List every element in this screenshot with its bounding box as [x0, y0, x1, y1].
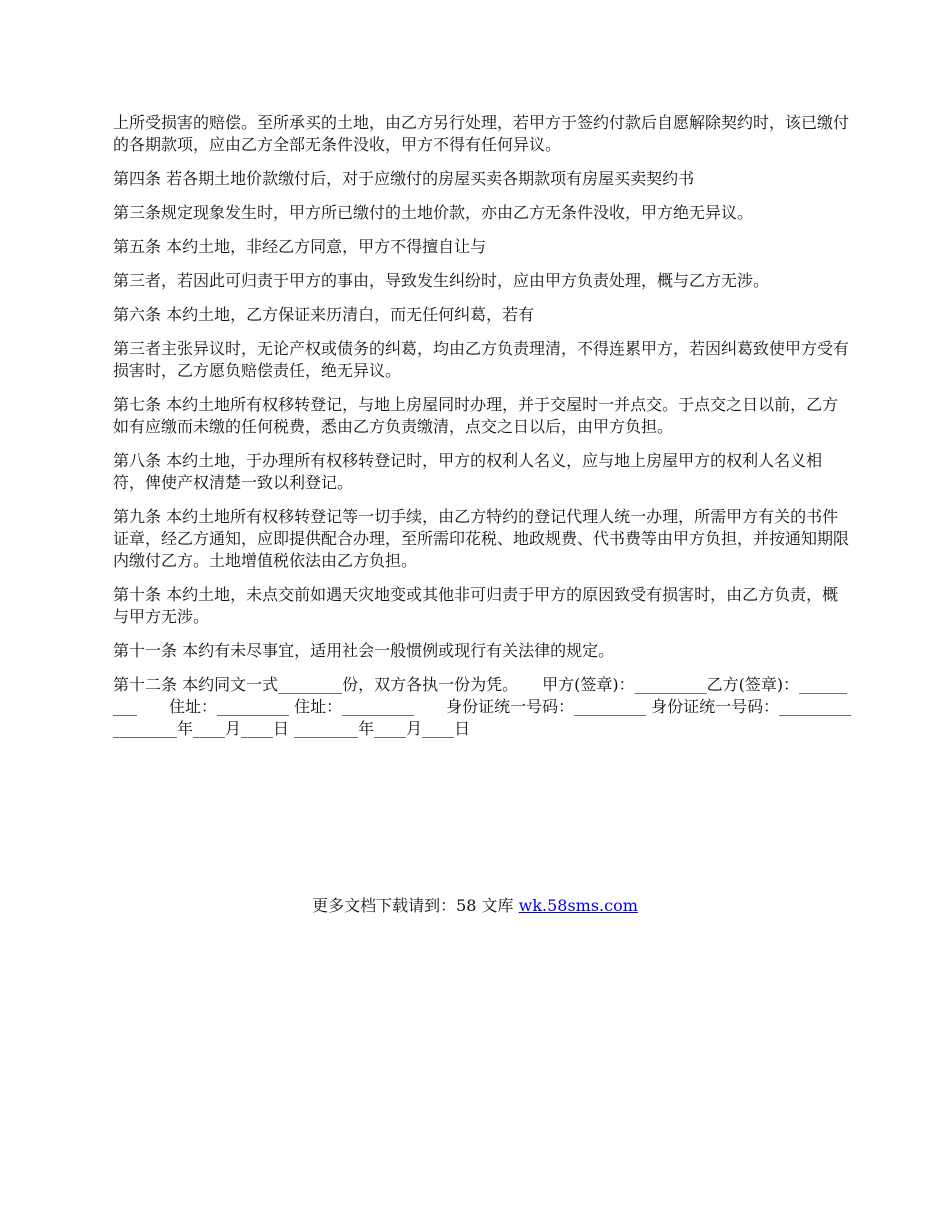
paragraph-article-9: 第九条 本约土地所有权移转登记等一切手续，由乙方特约的登记代理人统一办理，所需甲方有关的书件证章，经乙方通知，应即提供配合办理，至所需印花税、地政规费、代书费等由甲方负担，并按通知期限内缴付乙方。土地增值税依法由乙方负担。 [113, 507, 850, 570]
footer [0, 895, 950, 917]
footer-prefix: 更多文档下载请到：58 文库 [312, 896, 519, 915]
paragraph-article-8: 第八条 本约土地，于办理所有权移转登记时，甲方的权利人名义，应与地上房屋甲方的权利人名义相符，俾使产权清楚一致以利登记。 [113, 451, 823, 492]
paragraph-article-6: 第六条 本约土地，乙方保证来历清白，而无任何纠葛，若有 [113, 305, 535, 324]
paragraph-third-party-2: 第三者主张异议时，无论产权或债务的纠葛，均由乙方负责理清，不得连累甲方，若因纠葛致使甲方受有损害时，乙方愿负赔偿责任，绝无异议。 [113, 339, 850, 380]
paragraph-article-12-signature: 第十二条 本约同文一式________份，双方各执一份为凭。 甲方(签章)：_________乙方(签章)：_________ 住址：_________ 住址：_________ 身份证统一号码：_________ 身份证统一号码：_________ ________年____月____日 ________年____月____日 [113, 675, 884, 738]
document-body [113, 112, 884, 752]
paragraph-article-4: 第四条 若各期土地价款缴付后，对于应缴付的房屋买卖各期款项有房屋买卖契约书 [113, 169, 695, 188]
paragraph-article-5: 第五条 本约土地，非经乙方同意，甲方不得擅自让与 [113, 237, 487, 256]
footer-link[interactable]: wk.58sms.com [518, 896, 638, 915]
paragraph-article-3-ref: 第三条规定现象发生时，甲方所已缴付的土地价款，亦由乙方无条件没收，甲方绝无异议。 [113, 203, 754, 222]
paragraph-continuation: 上所受损害的赔偿。至所承买的土地，由乙方另行处理，若甲方于签约付款后自愿解除契约时，该已缴付的各期款项，应由乙方全部无条件没收，甲方不得有任何异议。 [113, 113, 850, 154]
paragraph-article-7: 第七条 本约土地所有权移转登记，与地上房屋同时办理，并于交屋时一并点交。于点交之日以前，乙方如有应缴而未缴的任何税费，悉由乙方负责缴清，点交之日以后，由甲方负担。 [113, 395, 839, 436]
paragraph-third-party-1: 第三者，若因此可归责于甲方的事由，导致发生纠纷时，应由甲方负责处理，概与乙方无涉。 [113, 271, 770, 290]
paragraph-article-11: 第十一条 本约有未尽事宜，适用社会一般惯例或现行有关法律的规定。 [113, 641, 615, 660]
paragraph-article-10: 第十条 本约土地，未点交前如遇天灾地变或其他非可归责于甲方的原因致受有损害时，由乙方负责，概与甲方无涉。 [113, 585, 839, 626]
